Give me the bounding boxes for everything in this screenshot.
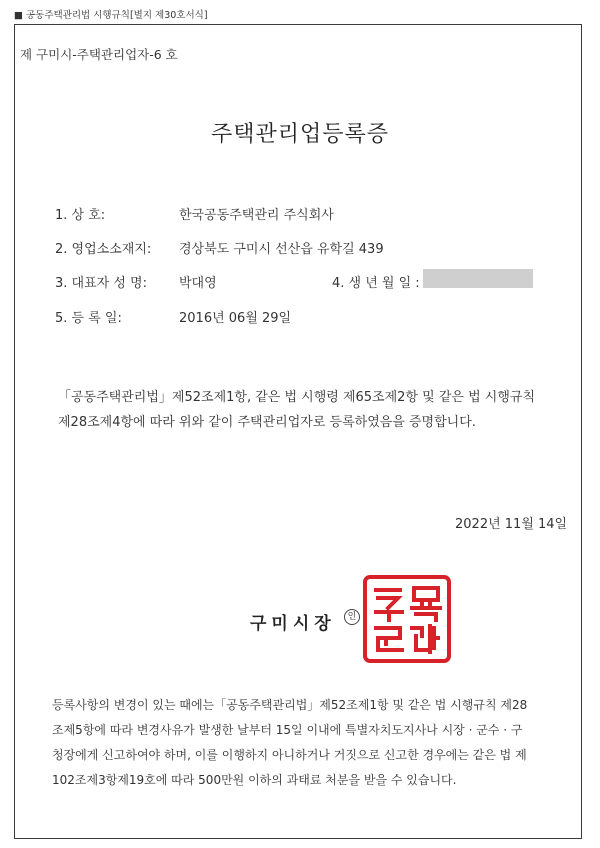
birthdate-redaction xyxy=(423,269,533,288)
certification-line-2: 제28조제4항에 따라 위와 같이 주택관리업자로 등록하였음을 증명합니다. xyxy=(58,415,476,430)
trade-name-label: 1. 상 호: xyxy=(55,208,106,223)
notice-line-1: 등록사항의 변경이 있는 때에는「공동주택관리법」제52조제1항 및 같은 법 시행규칙 제28 xyxy=(52,698,528,712)
seal-mark: 인 xyxy=(344,609,360,625)
birthdate-label: 4. 생 년 월 일 : xyxy=(332,276,420,291)
issuer-name: 구미시장 xyxy=(250,614,336,634)
certification-text xyxy=(58,385,548,435)
notice-line-3: 청장에게 신고하여야 하며, 이를 이행하지 아니하거나 거짓으로 신고한 경우에는 같은 법 제 xyxy=(52,748,527,762)
notice-line-2: 조제5항에 따라 변경사유가 발생한 날부터 15일 이내에 특별자치도지사나 시장 · 군수 · 구 xyxy=(52,723,523,737)
representative-value: 박대영 xyxy=(179,276,217,291)
registration-date-label: 5. 등 록 일: xyxy=(55,311,122,326)
form-label: ■ 공동주택관리법 시행규칙[별지 제30호서식] xyxy=(14,10,208,21)
registration-date-value: 2016년 06월 29일 xyxy=(179,311,292,326)
issue-date: 2022년 11월 14일 xyxy=(455,517,568,532)
trade-name-value: 한국공동주택관리 주식회사 xyxy=(179,208,334,223)
address-value: 경상북도 구미시 선산읍 유학길 439 xyxy=(179,242,384,257)
representative-label: 3. 대표자 성 명: xyxy=(55,276,147,291)
certification-line-1: 「공동주택관리법」제52조제1항, 같은 법 시행령 제65조제2항 및 같은 법 시행규칙 xyxy=(58,390,535,405)
certificate-title: 주택관리업등록증 xyxy=(210,122,390,147)
address-label: 2. 영업소소재지: xyxy=(55,242,152,257)
official-seal-icon xyxy=(362,574,452,664)
notice-text xyxy=(52,693,562,793)
registration-number: 제 구미시-주택관리업자-6 호 xyxy=(20,47,178,62)
notice-line-4: 102조제3항제19호에 따라 500만원 이하의 과태료 처분을 받을 수 있습니다. xyxy=(52,773,457,787)
